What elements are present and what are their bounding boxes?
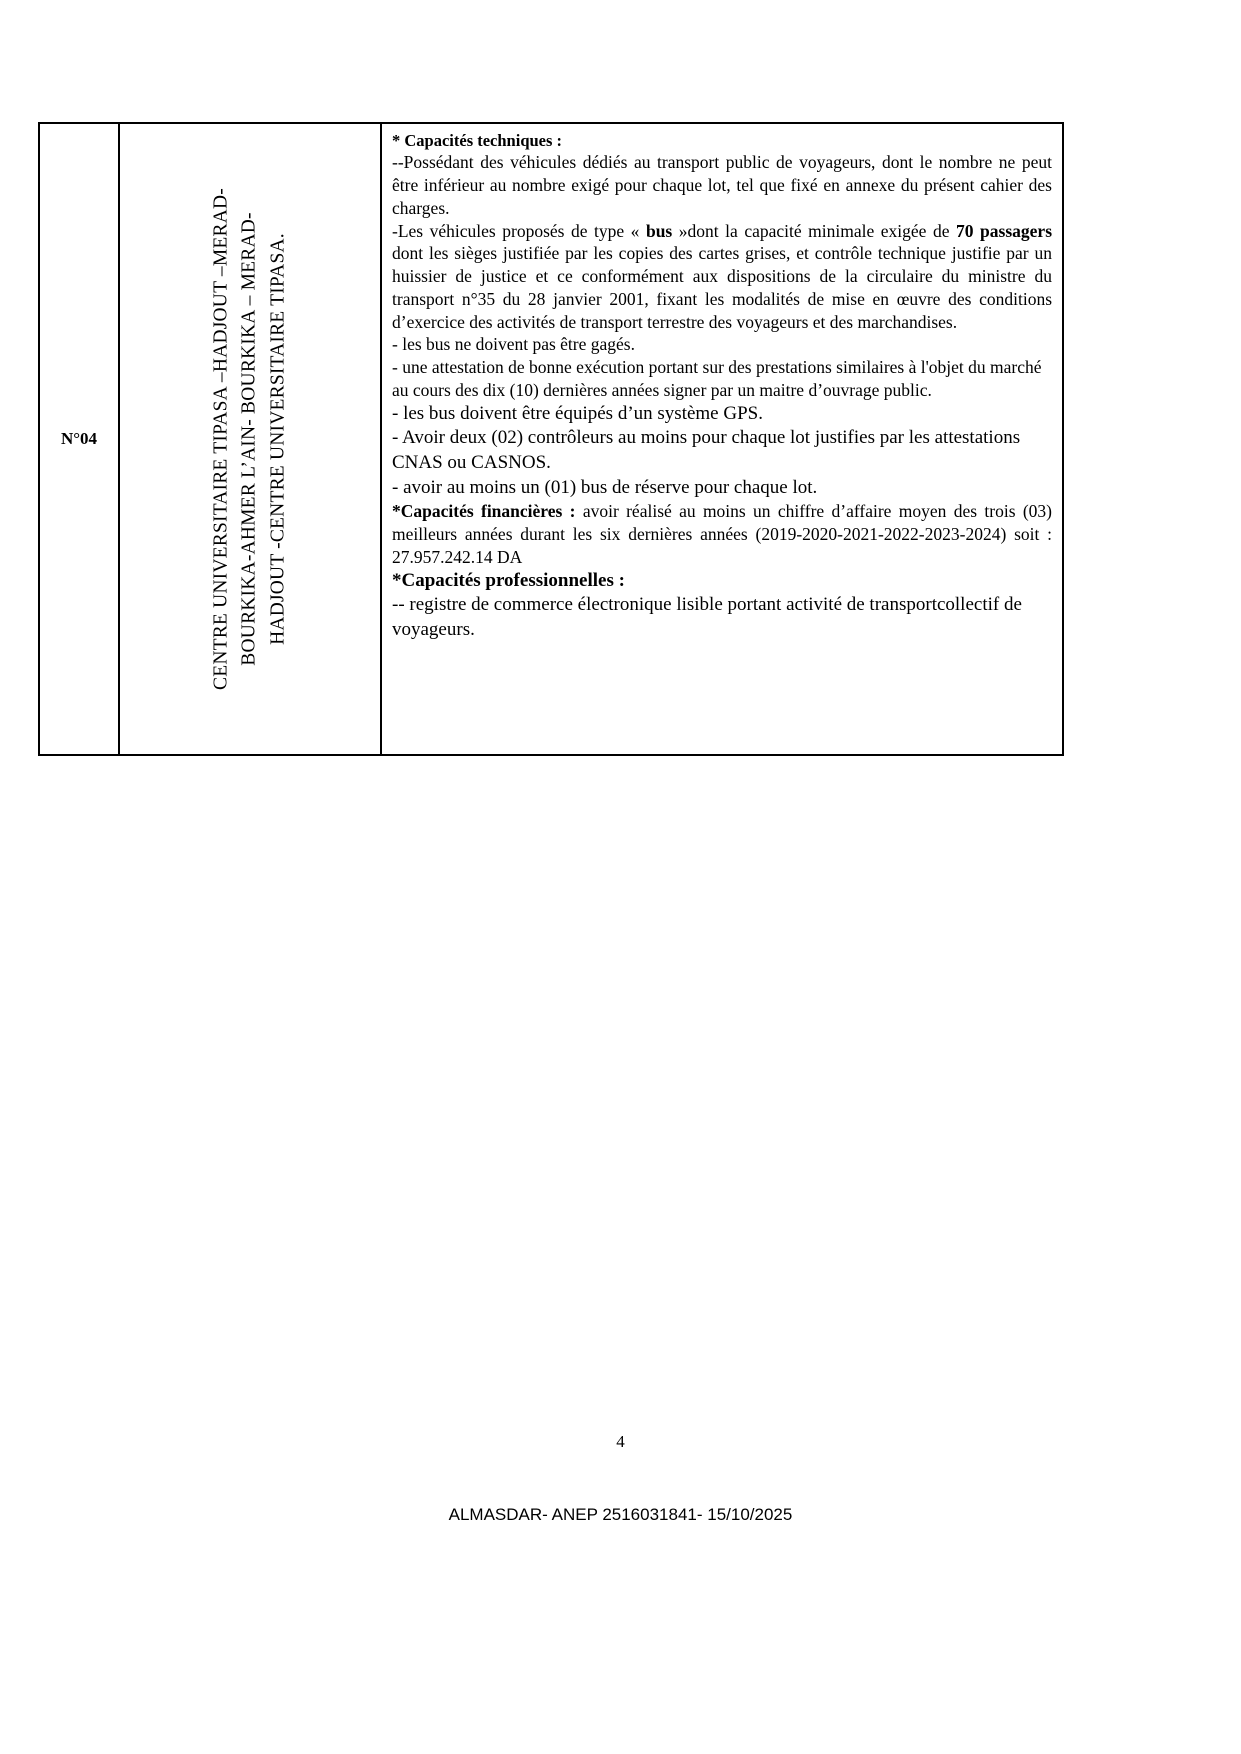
financial-capacities-text: avoir réalisé au moins un chiffre d’affaire moyen des trois (03) meilleurs années durant les six dernières années (2019-2020-2021-2022-2023-2024) soit : 27.957.242.14 DA	[392, 501, 1052, 567]
page-number: 4	[616, 1432, 625, 1451]
requirements-text	[392, 130, 1052, 643]
professional-capacities-text: -- registre de commerce électronique lisible portant activité de transportcollectif de voyageurs.	[392, 594, 1022, 641]
professional-capacities-heading: *Capacités professionnelles :	[392, 569, 625, 591]
para2-bold-bus: bus	[645, 220, 673, 241]
requirements-cell	[381, 123, 1063, 755]
para2-part1: -Les véhicules proposés de type «	[392, 220, 646, 241]
financial-capacities	[392, 500, 1052, 568]
technical-paragraph-2	[392, 220, 1052, 334]
para2-bold-passengers: 70 passagers	[956, 220, 1053, 241]
requirement-item-2: - une attestation de bonne exécution portant sur des prestations similaires à l'objet du marché au cours des dix (10) dernières années signer par un maitre d’ouvrage public.	[392, 357, 1042, 400]
organization-cell	[119, 123, 381, 755]
para2-part2: »dont la capacité minimale exigée de	[672, 220, 957, 241]
financial-capacities-heading: *Capacités financières :	[392, 501, 576, 522]
requirements-table	[38, 122, 1064, 756]
technical-capacities-heading: * Capacités techniques :	[392, 131, 563, 150]
organization-vertical-wrap	[120, 124, 380, 754]
requirement-item-3: - les bus doivent être équipés d’un système GPS.	[392, 402, 763, 424]
table-row	[39, 123, 1063, 755]
footer-reference: ALMASDAR- ANEP 2516031841- 15/10/2025	[448, 1505, 793, 1524]
organization-line-2: BOURKIKA-AHMER L’AIN- BOURKIKA – MERAD-	[238, 212, 260, 666]
row-number-cell	[39, 123, 119, 755]
organization-line-1: CENTRE UNIVERSITAIRE TIPASA –HADJOUT –MERAD-	[210, 188, 232, 690]
requirement-item-5: - avoir au moins un (01) bus de réserve pour chaque lot.	[392, 476, 818, 498]
row-number: N°04	[60, 429, 98, 448]
organization-line-3: HADJOUT -CENTRE UNIVERSITAIRE TIPASA.	[267, 233, 289, 645]
requirement-item-4: - Avoir deux (02) contrôleurs au moins pour chaque lot justifies par les attestations CNAS ou CASNOS.	[392, 427, 1021, 474]
para2-part3: dont les sièges justifiée par les copies des cartes grises, et contrôle technique justifie par un huissier de justice et ce conformément aux dispositions de la circulaire du ministre du transport n°35 du 28 janvier 2001, fixant les modalités de mise en œuvre des conditions d’exercice des activités de transport terrestre des voyageurs et des marchandises.	[392, 243, 1052, 332]
requirement-item-1: - les bus ne doivent pas être gagés.	[392, 334, 635, 355]
organization-name	[208, 124, 293, 754]
technical-paragraph-1: --Possédant des véhicules dédiés au transport public de voyageurs, dont le nombre ne peut être inférieur au nombre exigé pour chaque lot, tel que fixé en annexe du présent cahier des charges.	[392, 152, 1052, 218]
